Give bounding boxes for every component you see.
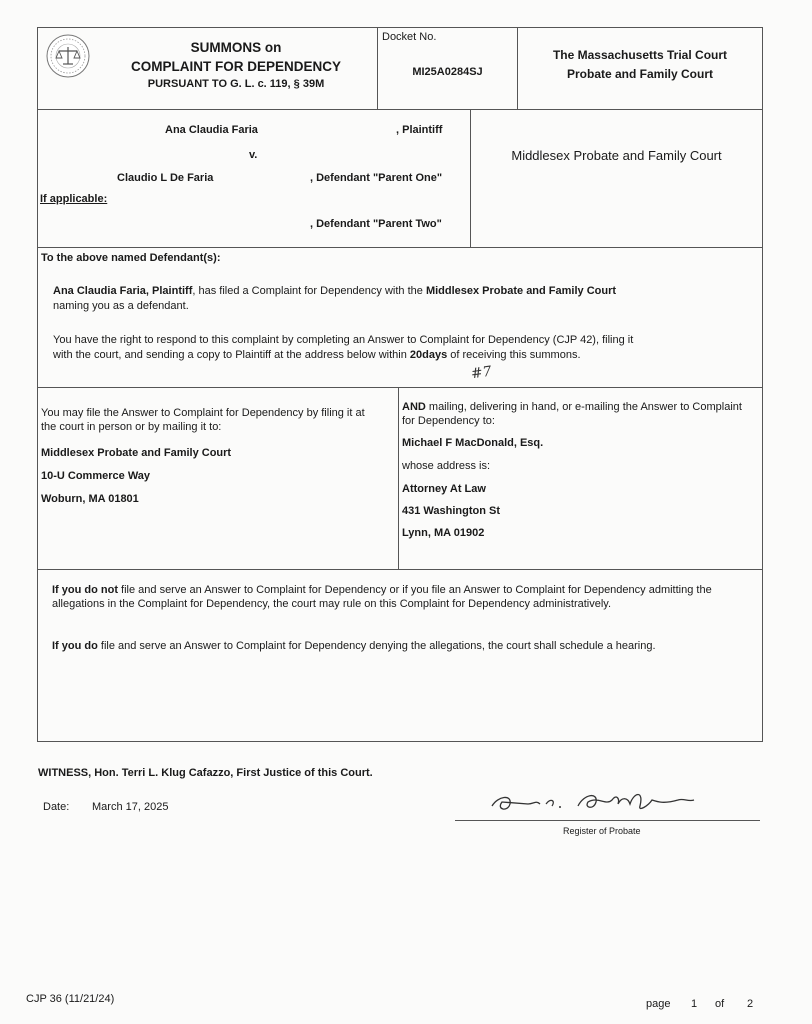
- attorney-address-line-2: 431 Washington St: [402, 505, 500, 517]
- consequences-paragraph-1: If you do not file and serve an Answer to Complaint for Dependency or if you file an Answer to Complaint for Dependency admitting the allegations in the Complaint for Dependency, the court may rule on this Complaint for Dependency administratively.: [52, 584, 712, 610]
- court-header-cell: [517, 27, 763, 110]
- signature-caption: Register of Probate: [563, 826, 641, 836]
- notice-heading: To the above named Defendant(s):: [41, 252, 221, 264]
- versus-label: v.: [249, 149, 258, 161]
- docket-cell: [377, 27, 518, 110]
- defendant-two-label: , Defendant "Parent Two": [310, 218, 442, 230]
- plaintiff-label: , Plaintiff: [396, 124, 443, 136]
- plaintiff-name: Ana Claudia Faria: [165, 124, 258, 136]
- docket-number: MI25A0284SJ: [412, 66, 483, 78]
- docket-label: Docket No.: [382, 31, 437, 43]
- register-signature: [488, 786, 698, 818]
- signature-line: [455, 820, 760, 821]
- attorney-address-line-1: Attorney At Law: [402, 483, 486, 495]
- court-address-name: Middlesex Probate and Family Court: [41, 447, 232, 459]
- address-label: whose address is:: [402, 460, 491, 472]
- plaintiff-bold: Ana Claudia Faria, Plaintiff: [53, 285, 193, 297]
- page-label: page: [646, 998, 671, 1010]
- days-number: 20: [409, 349, 423, 361]
- notice-paragraph-2: You have the right to respond to this complaint by completing an Answer to Complaint for Dependency (CJP 42), filing it with the court, and sending a copy to Plaintiff at the address below within 20days of receiving this summons.: [53, 334, 634, 361]
- page-current: 1: [691, 998, 698, 1010]
- date-value: March 17, 2025: [92, 801, 169, 813]
- court-name-cell: [470, 109, 763, 248]
- title-line-3: PURSUANT TO G. L. c. 119, § 39M: [147, 78, 325, 90]
- notice-cell: [37, 247, 763, 388]
- serve-plaintiff-cell: [398, 387, 763, 570]
- date-label: Date:: [43, 801, 70, 813]
- court-name: Middlesex Probate and Family Court: [511, 148, 722, 163]
- form-id: CJP 36 (11/21/24): [26, 993, 115, 1005]
- if-applicable-label: If applicable:: [40, 193, 108, 205]
- court-header-line-2: Probate and Family Court: [566, 67, 714, 81]
- file-intro: You may file the Answer to Complaint for Dependency by filing it at the court in person or by mailing it to:: [41, 407, 365, 433]
- court-address-city: Woburn, MA 01801: [41, 493, 139, 505]
- page-total: 2: [747, 998, 754, 1010]
- attorney-name: Michael F MacDonald, Esq.: [402, 437, 544, 449]
- title-cell: [37, 27, 378, 110]
- parties-cell: [37, 109, 471, 248]
- court-header-line-1: The Massachusetts Trial Court: [552, 48, 728, 62]
- court-seal: [46, 34, 90, 78]
- file-with-court-cell: [37, 387, 399, 570]
- witness-line: WITNESS, Hon. Terri L. Klug Cafazzo, First Justice of this Court.: [38, 767, 373, 779]
- title-line-1: SUMMONS on: [190, 40, 282, 55]
- serve-intro: AND mailing, delivering in hand, or e-mailing the Answer to Complaint for Dependency to:: [402, 401, 742, 427]
- defendant-one-label: , Defendant "Parent One": [310, 172, 443, 184]
- defendant-one-name: Claudio L De Faria: [117, 172, 214, 184]
- consequences-paragraph-2: If you do file and serve an Answer to Complaint for Dependency denying the allegations, the court shall schedule a hearing.: [52, 640, 656, 652]
- handwritten-correction: #7: [469, 363, 493, 383]
- court-address-street: 10-U Commerce Way: [41, 470, 151, 482]
- title-line-2: COMPLAINT FOR DEPENDENCY: [130, 59, 341, 74]
- notice-paragraph-1: Ana Claudia Faria, Plaintiff, has filed a Complaint for Dependency with the Middlesex Probate and Family Court naming you as a defendant.: [53, 285, 617, 312]
- attorney-address-line-3: Lynn, MA 01902: [402, 527, 485, 539]
- consequences-cell: [37, 569, 763, 742]
- page-of: of: [715, 998, 725, 1010]
